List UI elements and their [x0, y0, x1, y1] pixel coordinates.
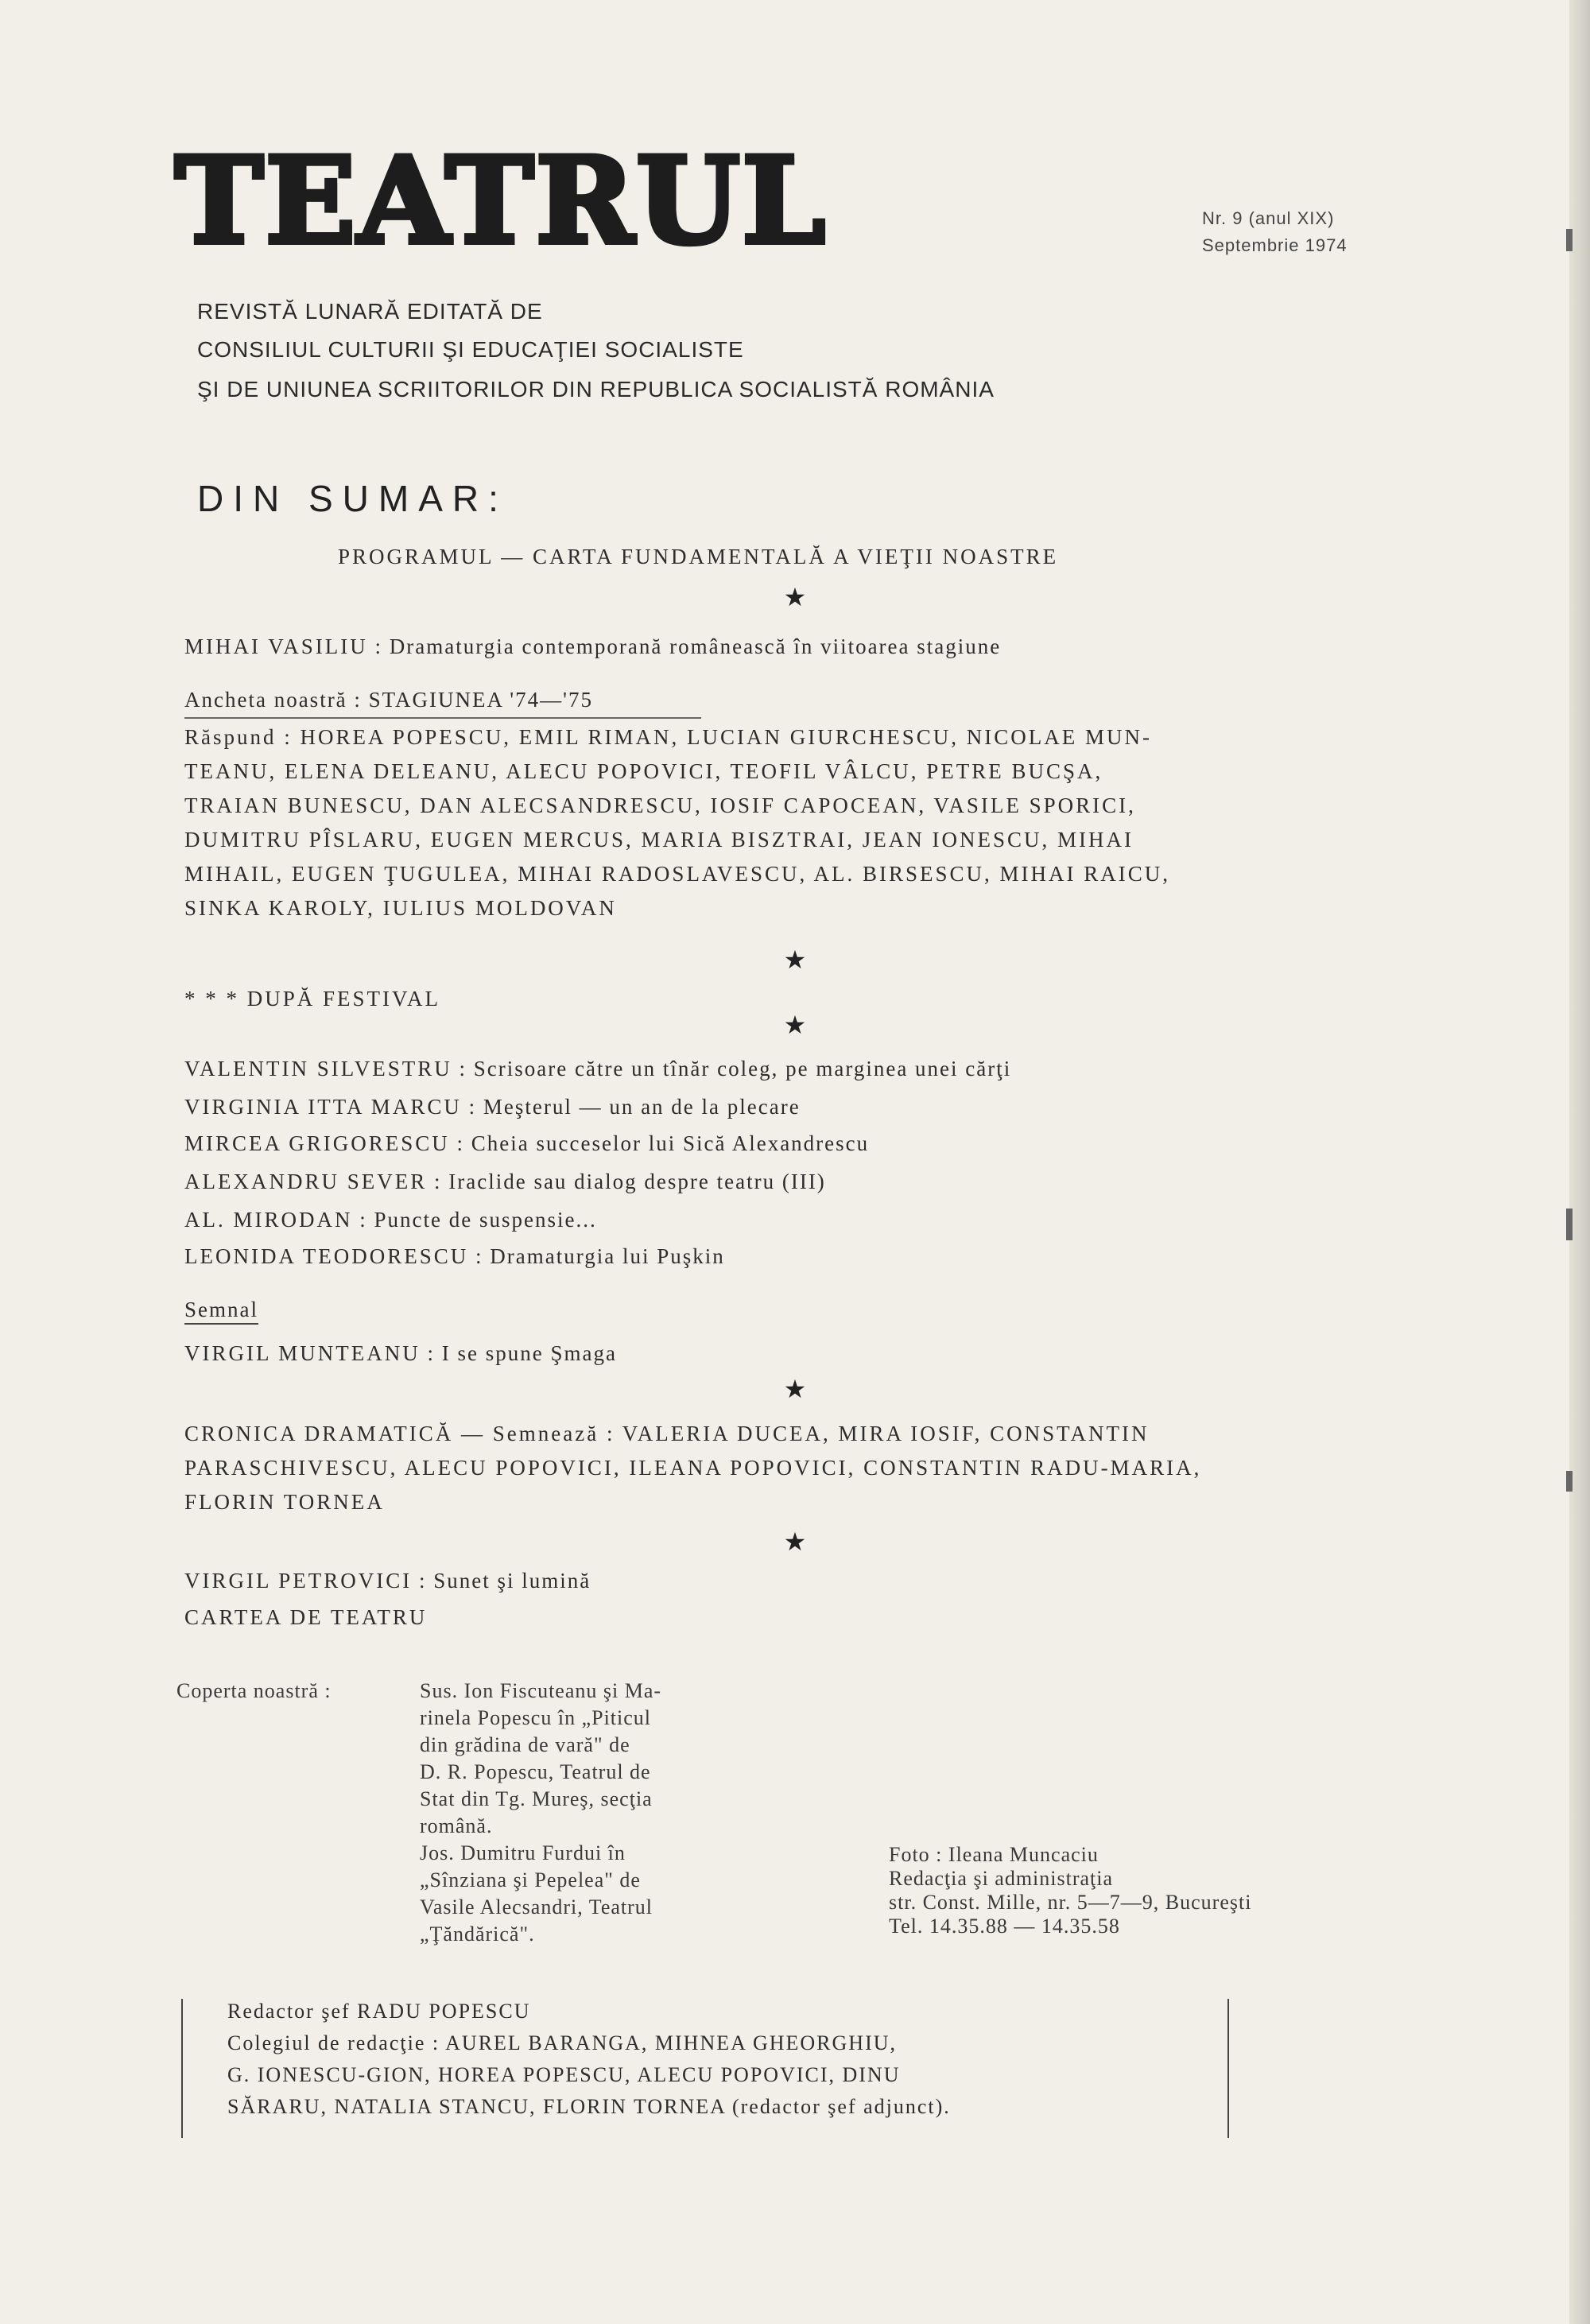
article-line	[184, 1337, 617, 1369]
phone: Tel. 14.35.88 — 14.35.58	[889, 1915, 1120, 1938]
editorial-board	[181, 1999, 1229, 2138]
article-title: : Meşterul — un an de la plecare	[468, 1095, 801, 1119]
margin-mark	[1566, 1209, 1573, 1240]
respondents-line: SINKA KAROLY, IULIUS MOLDOVAN	[184, 896, 617, 920]
survey-heading: Ancheta noastră : STAGIUNEA '74—'75	[184, 688, 593, 712]
masthead-logo: TEATRUL	[174, 130, 828, 271]
cover-line: Vasile Alecsandri, Teatrul	[420, 1895, 653, 1919]
respondents-block	[184, 720, 1409, 925]
page-edge	[1569, 0, 1590, 2324]
cronica-line: CRONICA DRAMATICĂ — Semnează : VALERIA DUCEA, MIRA IOSIF, CONSTANTIN	[184, 1422, 1150, 1445]
cronica-line: PARASCHIVESCU, ALECU POPOVICI, ILEANA POPOVICI, CONSTANTIN RADU-MARIA,	[184, 1456, 1202, 1480]
article-author: VIRGIL PETROVICI	[184, 1569, 413, 1593]
cover-line: Jos. Dumitru Furdui în	[420, 1841, 626, 1864]
star-separator: ★	[783, 945, 807, 974]
cover-line: din grădina de vară" de	[420, 1733, 630, 1756]
article-title: : Iraclide sau dialog despre teatru (III)	[434, 1170, 826, 1193]
respondents-line: DUMITRU PÎSLARU, EUGEN MERCUS, MARIA BISZTRAI, JEAN IONESCU, MIHAI	[184, 828, 1134, 852]
star-separator: ★	[783, 583, 807, 611]
cronica-line: FLORIN TORNEA	[184, 1490, 385, 1514]
board-line: G. IONESCU-GION, HOREA POPESCU, ALECU POPOVICI, DINU	[227, 2063, 901, 2086]
article-title: : Scrisoare către un tînăr coleg, pe marginea unei cărţi	[459, 1057, 1012, 1081]
publisher-line: ŞI DE UNIUNEA SCRIITORILOR DIN REPUBLICA SOCIALISTĂ ROMÂNIA	[197, 377, 995, 402]
star-separator: ★	[783, 1527, 807, 1556]
article-author: AL. MIRODAN	[184, 1208, 353, 1232]
issue-info	[1202, 205, 1348, 259]
article-author: MIRCEA GRIGORESCU	[184, 1131, 450, 1155]
margin-mark	[1566, 229, 1573, 251]
cover-line: „Ţăndărică".	[420, 1922, 535, 1946]
respondents-line: TEANU, ELENA DELEANU, ALECU POPOVICI, TEOFIL VÂLCU, PETRE BUCŞA,	[184, 759, 1103, 783]
cover-line: Stat din Tg. Mureş, secţia	[420, 1787, 653, 1810]
divider	[184, 717, 701, 719]
publisher-line: REVISTĂ LUNARĂ EDITATĂ DE	[197, 299, 543, 324]
article-author: ALEXANDRU SEVER	[184, 1170, 428, 1193]
respondents-line: MIHAIL, EUGEN ŢUGULEA, MIHAI RADOSLAVESCU, AL. BIRSESCU, MIHAI RAICU,	[184, 862, 1171, 886]
cover-label: Coperta noastră :	[176, 1679, 332, 1702]
article-author: MIHAI VASILIU	[184, 634, 368, 658]
credits-block	[889, 1843, 1251, 1938]
address: str. Const. Mille, nr. 5—7—9, Bucureşti	[889, 1891, 1252, 1914]
article-title: : Dramaturgia contemporană românească în viitoarea stagiune	[374, 634, 1002, 658]
article-line	[184, 1127, 869, 1159]
issue-date: Septembrie 1974	[1202, 235, 1348, 255]
article-line	[184, 1565, 591, 1597]
margin-mark	[1566, 1471, 1573, 1492]
article-line	[184, 1166, 826, 1197]
program-heading: PROGRAMUL — CARTA FUNDAMENTALĂ A VIEŢII NOASTRE	[338, 545, 1059, 568]
cover-line: „Sînziana şi Pepelea" de	[420, 1868, 641, 1891]
article-line	[184, 1091, 801, 1123]
board-line: Colegiul de redacţie : AUREL BARANGA, MIHNEA GHEORGHIU,	[227, 2031, 897, 2054]
cronica-block	[184, 1417, 1409, 1519]
article-line	[184, 1053, 1011, 1084]
article-author: LEONIDA TEODORESCU	[184, 1244, 469, 1268]
board-line: SĂRARU, NATALIA STANCU, FLORIN TORNEA (redactor şef adjunct).	[227, 2095, 951, 2118]
chief-editor-name: RADU POPESCU	[357, 2000, 531, 2023]
admin-label: Redacţia şi administraţia	[889, 1867, 1114, 1890]
semnal-label	[184, 1294, 258, 1325]
star-separator: ★	[783, 1011, 807, 1039]
star-separator: ★	[783, 1375, 807, 1403]
summary-title: DIN SUMAR:	[197, 478, 508, 519]
cartea-heading: CARTEA DE TEATRU	[184, 1605, 428, 1629]
cover-line: D. R. Popescu, Teatrul de	[420, 1760, 651, 1783]
article-line	[184, 1204, 597, 1236]
article-line	[184, 630, 1001, 662]
article-author: VALENTIN SILVESTRU	[184, 1057, 452, 1081]
festival-heading: * * * DUPĂ FESTIVAL	[184, 987, 441, 1011]
respondents-line: Răspund : HOREA POPESCU, EMIL RIMAN, LUCIAN GIURCHESCU, NICOLAE MUN-	[184, 725, 1153, 749]
publisher-block	[197, 294, 995, 407]
photo-credit: Foto : Ileana Muncaciu	[889, 1843, 1099, 1866]
article-title: : I se spune Şmaga	[427, 1341, 617, 1365]
cover-line: rinela Popescu în „Piticul	[420, 1706, 652, 1729]
article-title: : Puncte de suspensie...	[359, 1208, 597, 1232]
article-title: : Sunet şi lumină	[418, 1569, 591, 1593]
semnal-label-text: Semnal	[184, 1298, 258, 1325]
cover-line: română.	[420, 1814, 493, 1837]
respondents-line: TRAIAN BUNESCU, DAN ALECSANDRESCU, IOSIF CAPOCEAN, VASILE SPORICI,	[184, 793, 1136, 817]
publisher-line: CONSILIUL CULTURII ŞI EDUCAŢIEI SOCIALISTE	[197, 337, 744, 362]
issue-number: Nr. 9 (anul XIX)	[1202, 208, 1335, 228]
chief-editor-label: Redactor şef	[227, 2000, 351, 2023]
article-title: : Dramaturgia lui Puşkin	[475, 1244, 725, 1268]
article-author: VIRGINIA ITTA MARCU	[184, 1095, 462, 1119]
cover-line: Sus. Ion Fiscuteanu şi Ma-	[420, 1679, 662, 1702]
chief-editor-line	[227, 1999, 1227, 2024]
article-title: : Cheia succeselor lui Sică Alexandrescu	[456, 1131, 870, 1155]
article-line	[184, 1240, 725, 1272]
article-author: VIRGIL MUNTEANU	[184, 1341, 421, 1365]
